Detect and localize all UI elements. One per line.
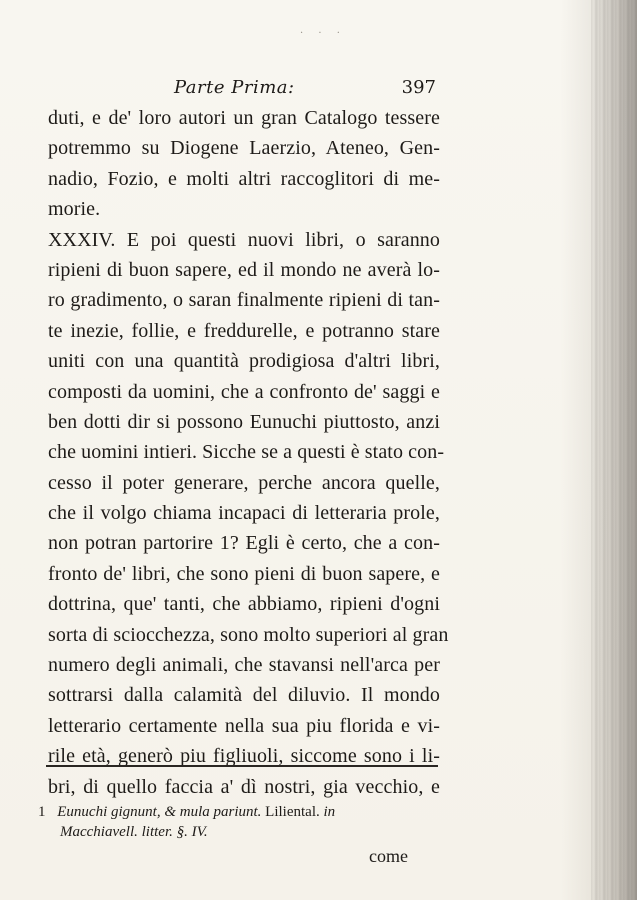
- text-line: potremmo su Diogene Laerzio, Ateneo, Gen-: [48, 137, 440, 160]
- text-line: nadio, Fozio, e molti altri raccoglitori di me-: [48, 167, 440, 190]
- footnote-line-1: [38, 802, 440, 822]
- text-line: sorta di sciocchezza, sono molto superiori al gran: [48, 623, 449, 646]
- text-line: duti, e de' loro autori un gran Catalogo tessere: [48, 107, 440, 129]
- body-text: [48, 103, 449, 802]
- text-line: che il volgo chiama incapaci di letteraria prole,: [48, 502, 440, 525]
- text-line: dottrina, que' tanti, che abbiamo, ripieni d'ogni: [48, 593, 440, 616]
- text-line: uniti con una quantità prodigiosa d'altri libri,: [48, 350, 440, 373]
- text-line: bri, di quello faccia a' dì nostri, gia vecchio, e: [48, 775, 440, 798]
- text-line: rile età, generò piu figliuoli, siccome sono i li-: [48, 745, 440, 768]
- text-line: te inezie, follie, e freddurelle, e potranno stare: [48, 319, 440, 342]
- text-line: cesso il poter generare, perche ancora quelle,: [48, 471, 440, 494]
- running-head: Parte Prima:: [174, 77, 295, 98]
- text-line: che uomini intieri. Sicche se a questi è stato con-: [48, 441, 445, 464]
- footnote-author: Liliental.: [265, 804, 320, 820]
- text-line: non potran partorire 1? Egli è certo, che a con-: [48, 532, 440, 555]
- footnote: [38, 802, 440, 842]
- text-line: ro gradimento, o saran finalmente ripieni di tan-: [48, 289, 440, 312]
- page-edge-shadow: [591, 0, 637, 900]
- footnote-source-prefix: in: [323, 804, 336, 820]
- text-line: fronto de' libri, che sono pieni di buon sapere, e: [48, 562, 440, 585]
- footnote-rule: [46, 765, 438, 767]
- text-line: ripieni di buon sapere, ed il mondo ne averà lo-: [48, 258, 440, 281]
- footnote-line-2: [38, 822, 440, 842]
- page-header: [174, 77, 436, 101]
- text-line: letterario certamente nella sua piu florida e vi-: [48, 714, 440, 737]
- page-number: 397: [401, 77, 436, 98]
- catchword: come: [369, 846, 408, 866]
- text-line: numero degli animali, che stavansi nell'arca per: [48, 654, 440, 677]
- print-speck: · · ·: [300, 28, 346, 39]
- text-line: morie.: [48, 198, 101, 221]
- paragraph-start-line: XXXIV. E poi questi nuovi libri, o saranno: [48, 228, 440, 251]
- footnote-quote: Eunuchi gignunt, & mula pariunt.: [57, 804, 262, 820]
- text-line: sottrarsi dalla calamità del diluvio. Il mondo: [48, 684, 440, 707]
- text-line: composti da uomini, che a confronto de' saggi e: [48, 380, 440, 403]
- text-line: ben dotti dir si possono Eunuchi piuttosto, anzi: [48, 410, 440, 433]
- footnote-source: Macchiavell. litter. §. IV.: [60, 824, 208, 840]
- footnote-number: 1: [38, 804, 46, 820]
